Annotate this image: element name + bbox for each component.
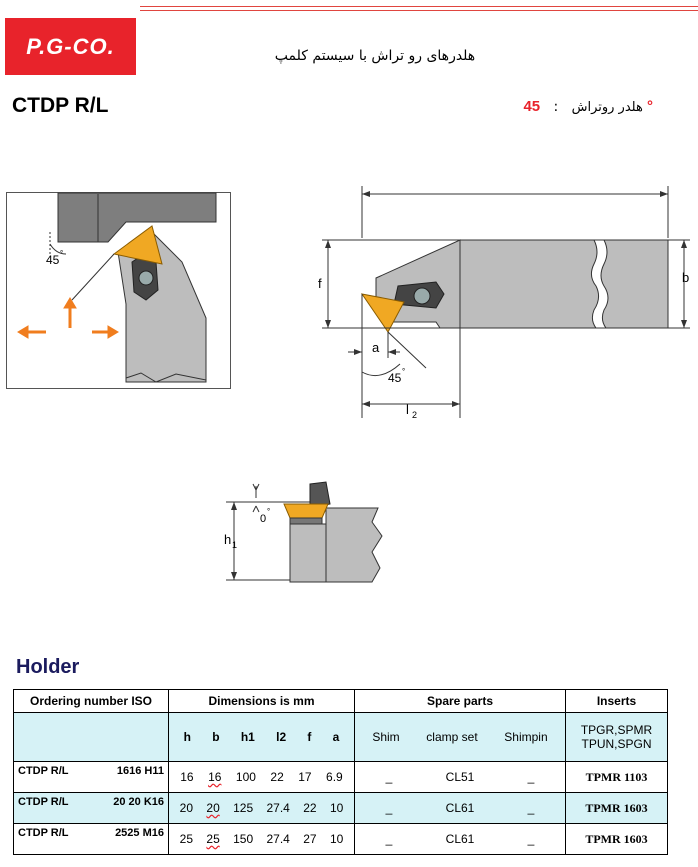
header-spare-parts: Spare parts [355,690,566,713]
row-h1: 100 [235,770,256,784]
row-f: 17 [298,770,312,784]
dim-l2-label: l [406,402,409,417]
clamp-screw [139,271,153,285]
fig3-degree-symbol: ° [267,507,271,516]
row-b: 16 [208,770,222,784]
dim-f-label: f [318,276,322,291]
dim-h1-label: h [224,532,232,547]
dim-b-label-col: b [212,730,220,744]
dimensions-cell [169,793,355,824]
insert-types-line2: TPUN,SPGN [581,737,652,751]
section-heading: Holder [16,656,80,678]
table-row [14,793,668,824]
row-insert: TPMR 1603 [566,793,668,824]
header-rule-top-2 [140,10,698,11]
row-clamp: CL61 [445,832,475,846]
dimensions-cell [169,824,355,855]
shank [460,240,668,328]
row-b: 25 [206,832,220,846]
subheader-spare-parts [355,713,566,762]
subheader-ordering-blank [14,713,169,762]
fig1-angle-text: 45 [46,253,60,267]
spare-parts-cell [355,762,566,793]
row-shim: _ [385,832,393,846]
row-size: 1616 H11 [116,765,164,777]
table-row [14,762,668,793]
angle-separator: : [553,99,559,115]
row-a: 10 [329,801,344,815]
dim-h1-subscript: 1 [232,540,238,550]
row-size: 2525 M16 [115,827,164,839]
fig3-angle-text: 0 [260,513,267,525]
spare-parts-cell [355,793,566,824]
spare-shimpin-label: Shimpin [504,730,548,744]
row-shimpin: _ [527,770,535,784]
side-shank [290,524,326,582]
header-rule-top [140,6,698,7]
ordering-cell [14,762,169,793]
row-code: CTDP R/L [18,827,69,839]
row-h: 16 [180,770,194,784]
company-logo [5,18,136,75]
table-subheader-row [14,713,668,762]
persian-title: هلدرهای رو تراش با سیستم کلمپ [274,48,476,64]
product-code-title: CTDP R/L [12,94,109,117]
insert-types-line1: TPGR,SPMR [580,723,653,737]
fig2-angle-text: 45 [388,371,402,385]
row-h1: 125 [233,801,254,815]
row-b: 20 [206,801,220,815]
application-figure [6,192,232,390]
header-dimensions: Dimensions is mm [169,690,355,713]
angle-label: هلدر روتراش [571,100,643,115]
ordering-cell [14,824,169,855]
angle-value: 45 ° [523,98,653,115]
row-h1: 150 [233,832,254,846]
angle-0-arrow-bottom [253,506,259,512]
top-view-figure [318,182,694,422]
row-code: CTDP R/L [18,765,69,777]
spare-clamp-label: clamp set [426,730,478,744]
side-insert [284,504,328,518]
side-shim [290,518,322,524]
row-shim: _ [385,801,393,815]
dim-a-label-col: a [332,730,340,744]
row-size: 20 20 K16 [113,796,164,808]
ordering-cell [14,793,169,824]
row-insert: TPMR 1103 [566,762,668,793]
row-a: 6.9 [326,770,343,784]
side-shank-rear [326,508,382,582]
dim-a-label: a [372,340,380,355]
row-l2: 27.4 [266,801,290,815]
dimensions-cell [169,762,355,793]
row-f: 27 [303,832,317,846]
row-l2: 22 [270,770,284,784]
dim-h1-label-col: h1 [240,730,255,744]
dim-h-label: h [183,730,191,744]
side-view-figure [222,478,388,586]
spare-parts-cell [355,824,566,855]
row-h: 25 [179,832,194,846]
fig2-degree-symbol: ° [402,367,406,376]
row-insert: TPMR 1603 [566,824,668,855]
row-clamp: CL51 [445,770,475,784]
subheader-dimensions [169,713,355,762]
fig1-degree-symbol: ° [60,249,64,258]
row-shimpin: _ [527,801,535,815]
table-header-row [14,690,668,713]
dim-l2-subscript: 2 [412,410,418,420]
row-code: CTDP R/L [18,796,69,808]
row-h: 20 [179,801,194,815]
table-row [14,824,668,855]
holder-spec-table [13,689,668,855]
header-ordering: Ordering number ISO [14,690,169,713]
header-inserts: Inserts [566,690,668,713]
angle-info [523,98,653,115]
row-f: 22 [303,801,317,815]
dim-l2-label-col: l2 [276,730,287,744]
spare-shim-label: Shim [372,730,400,744]
row-clamp: CL61 [445,801,475,815]
row-shim: _ [385,770,393,784]
dim-b-label: b [682,270,690,285]
subheader-inserts [566,713,668,762]
logo-text: P.G-CO. [26,33,115,59]
row-shimpin: _ [527,832,535,846]
row-l2: 27.4 [266,832,290,846]
head-screw [414,288,430,304]
dim-f-label-col: f [307,730,312,744]
row-a: 10 [329,832,344,846]
